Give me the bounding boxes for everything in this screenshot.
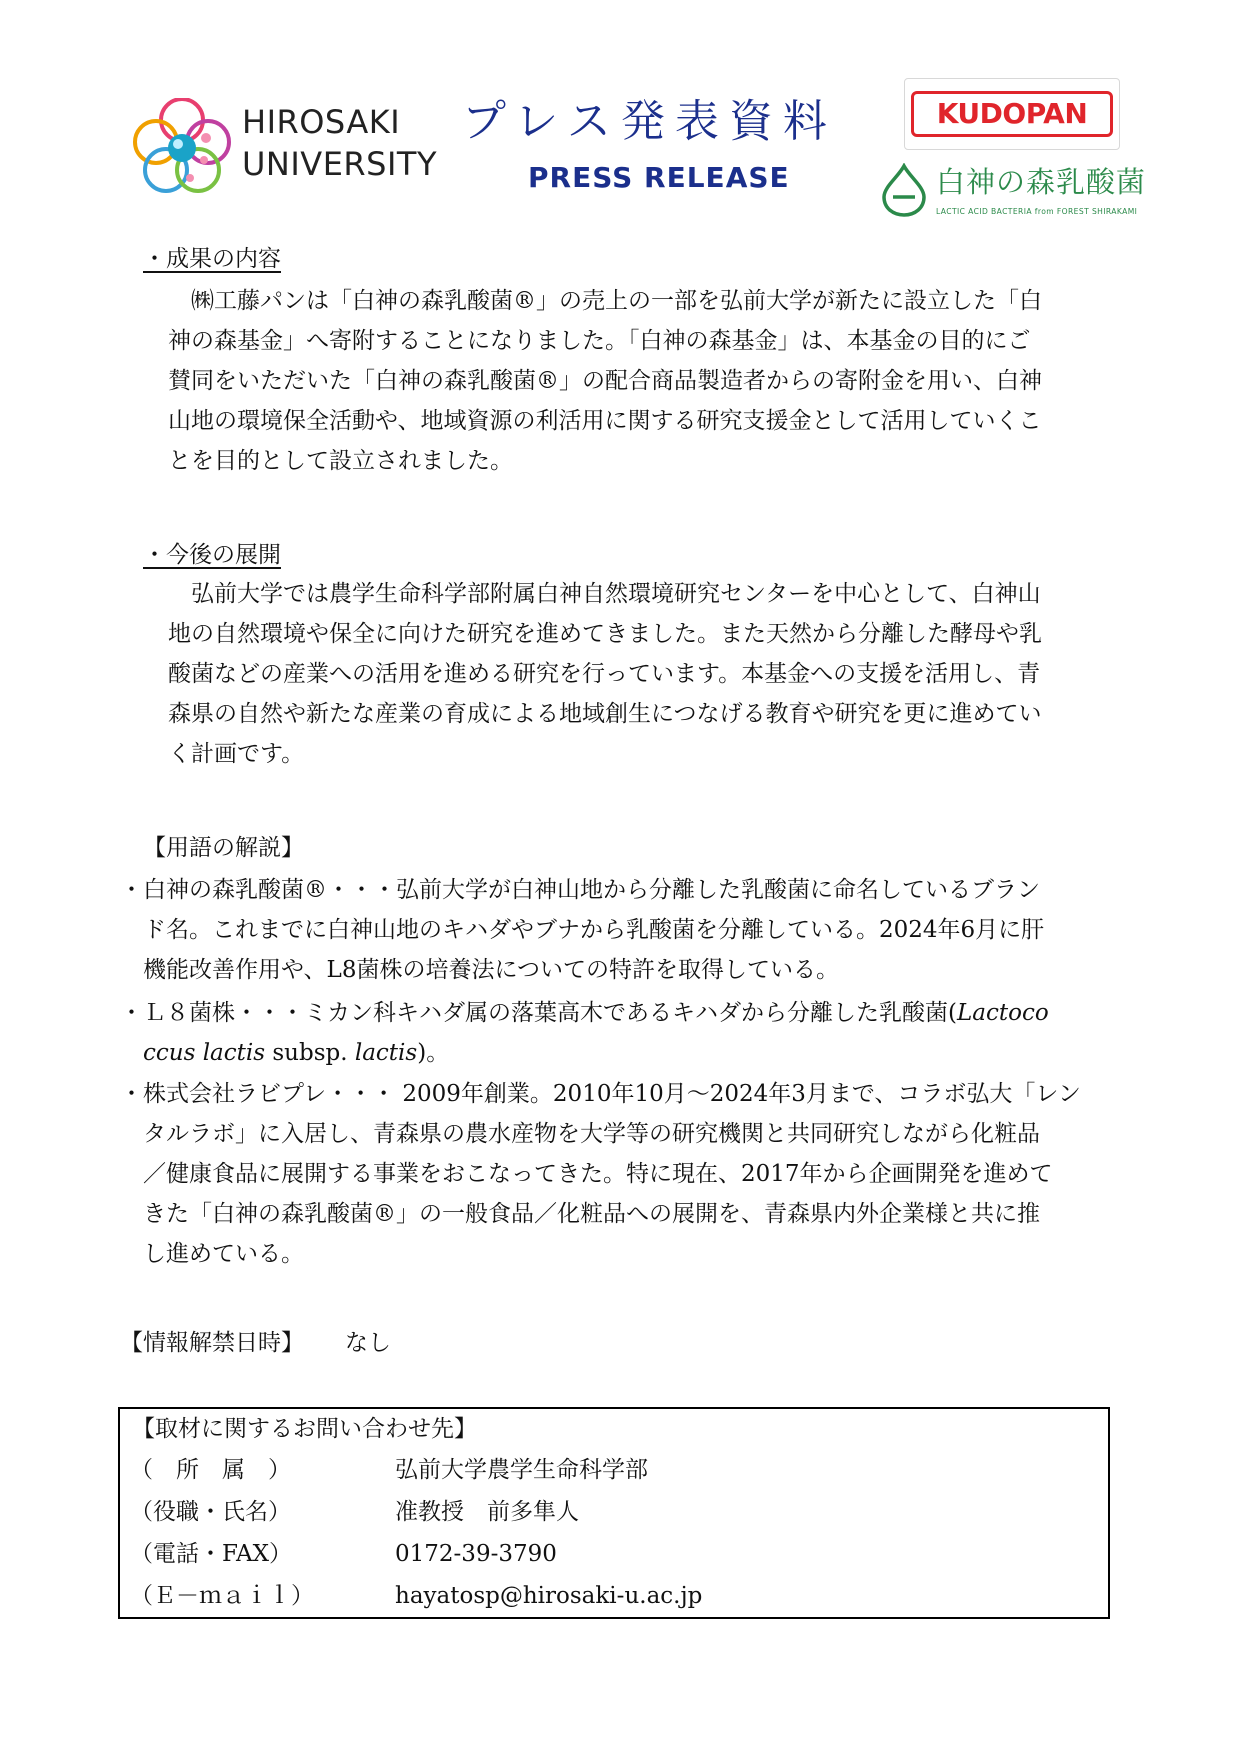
university-name-line2: UNIVERSITY	[242, 145, 437, 183]
results-heading	[143, 239, 281, 279]
glossary-line	[120, 1033, 1110, 1073]
kudopan-logo-text: KUDOPAN	[911, 91, 1113, 137]
glossary-line: 機能改善作用や、L8菌株の培養法についての特許を取得している。	[143, 957, 839, 983]
shirakami-drop-icon	[880, 163, 928, 217]
future-line: 地の自然環境や保全に向けた研究を進めてきました。また天然から分離した酵母や乳	[168, 621, 1042, 647]
contact-name: 准教授 前多隼人	[395, 1499, 579, 1525]
brand-subtitle: LACTIC ACID BACTERIA from FOREST SHIRAKAMI	[936, 207, 1138, 216]
future-line: 酸菌などの産業への活用を進める研究を行っています。本基金への支援を活用し、青	[168, 661, 1041, 687]
brand-name: 白神の森乳酸菌	[936, 165, 1147, 199]
species-name-part: ccus lactis	[143, 1040, 266, 1066]
results-line: 山地の環境保全活動や、地域資源の利活用に関する研究支援金として活用していくこ	[168, 408, 1042, 434]
embargo-value: なし	[345, 1330, 391, 1356]
glossary-item-shirakami	[120, 870, 1110, 990]
embargo-label: 【情報解禁日時】	[120, 1330, 304, 1356]
glossary-item-l8	[120, 993, 1110, 1073]
future-line: く計画です。	[168, 741, 305, 767]
hirosaki-university-logo-icon	[132, 98, 232, 193]
future-heading-text: ・今後の展開	[143, 542, 281, 568]
results-line: とを目的として設立されました。	[168, 448, 513, 474]
glossary-line: ／健康食品に展開する事業をおこなってきた。特に現在、2017年から企画開発を進めて	[143, 1161, 1053, 1187]
glossary-l8-end: )。	[417, 1040, 450, 1066]
glossary-l8-text: ・Ｌ８菌株・・・ミカン科キハダ属の落葉高木であるキハダから分離した乳酸菌(	[120, 1000, 957, 1026]
glossary-line: ・株式会社ラビプレ・・・ 2009年創業。2010年10月～2024年3月まで、コラボ弘大「レン	[120, 1081, 1081, 1107]
contact-heading: 【取材に関するお問い合わせ先】	[132, 1416, 477, 1442]
contact-phone: 0172-39-3790	[395, 1541, 557, 1567]
glossary-heading: 【用語の解説】	[143, 835, 304, 861]
glossary-line: ド名。これまでに白神山地のキハダやブナから乳酸菌を分離している。2024年6月に肝	[143, 917, 1045, 943]
contact-affiliation: 弘前大学農学生命科学部	[395, 1457, 648, 1483]
glossary-line: きた「白神の森乳酸菌®」の一般食品／化粧品への展開を、青森県内外企業様と共に推	[143, 1201, 1040, 1227]
future-paragraph	[168, 574, 1108, 774]
results-paragraph	[168, 281, 1108, 481]
contact-box	[118, 1407, 1110, 1619]
glossary-line	[120, 993, 1110, 1033]
future-line: 弘前大学では農学生命科学部附属白神自然環境研究センターを中心として、白神山	[191, 581, 1041, 607]
subsp-text: subsp.	[265, 1040, 355, 1066]
results-line: 神の森基金」へ寄附することになりました。「白神の森基金」は、本基金の目的にご	[168, 328, 1031, 354]
contact-email[interactable]: hayatosp@hirosaki-u.ac.jp	[395, 1583, 703, 1609]
contact-label: （Ｅ－ｍａｉｌ）	[130, 1583, 314, 1609]
results-heading-text: ・成果の内容	[143, 246, 281, 272]
press-release-title-en: PRESS RELEASE	[528, 161, 790, 194]
species-name-part: Lactoco	[956, 1000, 1049, 1026]
glossary-line: し進めている。	[143, 1241, 304, 1267]
university-name-line1: HIROSAKI	[242, 103, 401, 141]
glossary-item-labipre	[120, 1074, 1110, 1274]
kudopan-logo	[904, 78, 1120, 150]
contact-label: （電話・FAX）	[130, 1541, 292, 1567]
contact-label: （ 所 属 ）	[130, 1457, 291, 1483]
results-line: ㈱工藤パンは「白神の森乳酸菌®」の売上の一部を弘前大学が新たに設立した「白	[191, 288, 1042, 314]
press-release-title-jp: プレス発表資料	[462, 96, 837, 147]
species-name-part: lactis	[354, 1040, 418, 1066]
contact-label: （役職・氏名）	[130, 1499, 291, 1525]
results-line: 賛同をいただいた「白神の森乳酸菌®」の配合商品製造者からの寄附金を用い、白神	[168, 368, 1042, 394]
glossary-line: ・白神の森乳酸菌®・・・弘前大学が白神山地から分離した乳酸菌に命名しているブラン	[120, 877, 1040, 903]
future-line: 森県の自然や新たな産業の育成による地域創生につなげる教育や研究を更に進めてい	[168, 701, 1042, 727]
glossary-line: タルラボ」に入居し、青森県の農水産物を大学等の研究機関と共同研究しながら化粧品	[143, 1121, 1040, 1147]
future-heading	[143, 535, 281, 575]
